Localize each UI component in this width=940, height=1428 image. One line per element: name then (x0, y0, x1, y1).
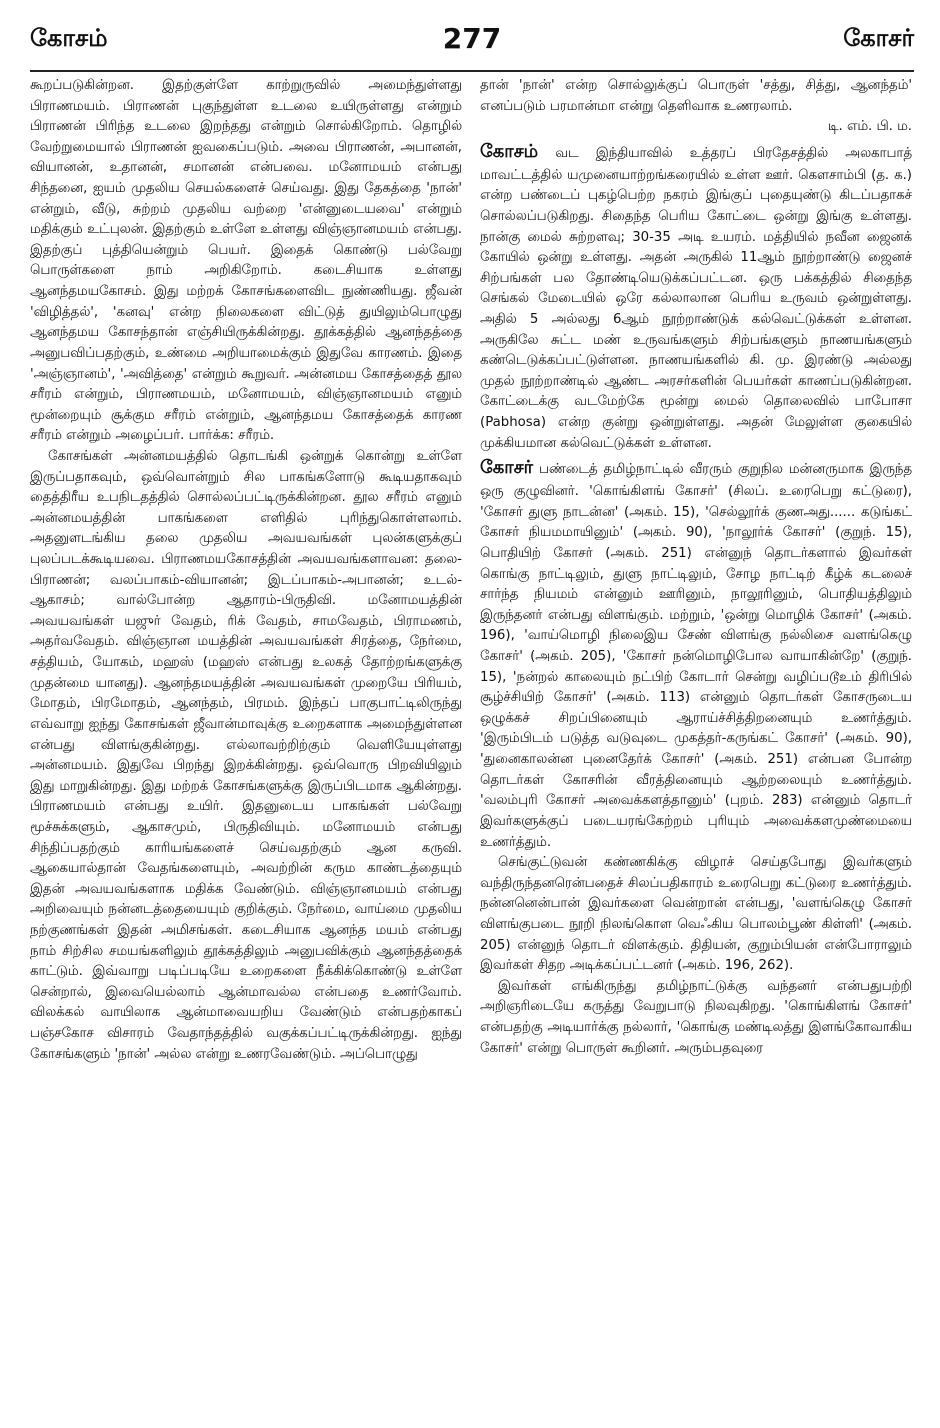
entry-text: வட இந்தியாவில் உத்தரப் பிரதேசத்தில் அலகாபாத் மாவட்டத்தில் யமுனையாற்றங்கரையில் உள்ள ஊர். கௌசாம்பி (த. க.) என்ற பண்டைப் புகழ்பெற்ற நகரம் இங்குப் புதையுண்டு கிடப்பதாகச் சொல்லப்படுகிறது. சிதைந்த பெரிய கோட்டை ஒன்று இங்கு உள்ளது. நான்கு மைல் சுற்றளவு; 30-35 அடி உயரம். மத்தியில் நவீன ஜைனக் கோயில் ஒன்று உள்ளது. அதன் அருகில் 11ஆம் நூற்றாண்டு ஜைனச் சிற்பங்கள் பல தோண்டியெடுக்கப்பட்டன. ஒரு பக்கத்தில் சிதைந்த செங்கல் மேடையில் ஒரே கல்லாலான பெரிய உருவம் ஒன்றுள்ளது. அதில் 5 அல்லது 6ஆம் நூற்றாண்டுக் கல்வெட்டுக்கள் உள்ளன. அருகிலே சுட்ட மண் உருவங்களும் சிற்பங்களும் நாணயங்களும் கண்டெடுக்கப்பட்டுள்ளன. நாணயங்களில் கி. மு. இரண்டு அல்லது முதல் நூற்றாண்டில் ஆண்ட அரசர்களின் பெயர்கள் காணப்படுகின்றன. கோட்டைக்கு வடமேற்கே மூன்று மைல் தொலைவில் பாபோசா (Pabhosa) என்ற குன்று ஒன்றுள்ளது. அதன் மேலுள்ள குகையில் முக்கியமான கல்வெட்டுக்கள் உள்ளன. (480, 145, 912, 451)
page-header (30, 22, 914, 62)
paragraph: கூறப்படுகின்றன. இதற்குள்ளே காற்றுருவில் அமைந்துள்ளது பிராணமயம். பிராணன் புகுந்துள்ள உடலை உயிருள்ளது என்றும் பிராணன் பிரிந்த உடலை இறந்தது என்றும் சொல்கிறோம். தொழில் வேற்றுமையால் பிராணன் ஐவகைப்படும். அவை பிராணன், அபானன், வியானன், உதானன், சமானன் என்பவை. மனோமயம் என்பது சிந்தனை, ஐயம் முதலிய செயல்களைச் செய்வது. இது தேகத்தை 'நான்' என்றும், வீடு, சுற்றம் முதலிய வற்றை 'என்னுடையவை' என்றும் மதிக்கும் உட்புலன். இதற்கும் உள்ளே உள்ளது விஞ்ஞானமயம் என்பது. இதற்குப் புத்தியென்றும் பெயர். இதைக் கொண்டு பல்வேறு பொருள்களை நாம் அறிகிறோம். கடைசியாக உள்ளது ஆனந்தமயகோசம். இது மற்றக் கோசங்களைவிட நுண்ணியது. ஜீவன் 'விழித்தல்', 'கனவு' என்ற நிலைகளை விட்டுத் துயிலும்பொழுது ஆனந்தமய கோசந்தான் எஞ்சியிருக்கின்றது. தூக்கத்தில் ஆனந்தத்தை அனுபவிப்பதற்கும், உண்மை அறியாமைக்கும் இதுவே காரணம். இதை 'அஞ்ஞானம்', 'அவித்தை' என்றும் கூறுவர். அன்னமய கோசத்தைத் தூல சரீரம் என்றும், பிராணமயம், மனோமயம், விஞ்ஞானமயம் எனும் மூன்றையும் சூக்கும சரீரம் என்றும், ஆனந்தமய கோசத்தைக் காரண சரீரம் என்றும் அழைப்பர். பார்க்க: சரீரம். (30, 78, 462, 444)
entry-text: பண்டைத் தமிழ்நாட்டில் வீரரும் குறுநில மன்னருமாக இருந்த ஒரு குழுவினர். 'கொங்கிளங் கோசர்' (சிலப். உரைபெறு கட்டுரை), 'கோசர் துளு நாடன்ன' (அகம். 15), 'செல்லூர்க் குணஅது...... கடுங்கட் கோசர் நியமமாயினும்' (அகம். 90), 'நாலூர்க் கோசர்' (குறுந். 15), பொதியிற் கோசர் (அகம். 251) என்னுந் தொடர்களால் இவர்கள் கொங்கு நாட்டிலும், துளு நாட்டிலும், சோழ நாட்டிற் கீழ்க் கடலைச் சார்ந்த நியமம் என்னும் ஊரினும், நாலூரினும், பொதியத்திலும் இருந்தனர் என்பது விளங்கும். மற்றும், 'ஒன்று மொழிக் கோசர்' (அகம். 196), 'வாய்மொழி நிலைஇய சேண் விளங்கு நல்லிசை வளங்கெழு கோசர்' (அகம். 205), 'கோசர் நன்மொழிபோல வாயாகின்றே' (குறுந். 15), 'நன்றல் காலையும் நட்பிற் கோடார் சென்று வழிப்படூஉம் திரிபில் சூழ்ச்சியிற் கோசர்' (அகம். 113) என்னும் தொடர்கள் கோசருடைய ஒழுக்கச் சிறப்பினையும் ஆராய்ச்சித்திறனையும் உணர்த்தும். 'இரும்பிடம் படுத்த வடுவுடை முகத்தர்-கருங்கட் கோசர்' (அகம். 90), 'துனைகாலன்ன புனைதேர்க் கோசர்' (அகம். 251) என்பன போன்ற தொடர்கள் கோசரின் வீரத்தினையும் ஆற்றலையும் உணர்த்தும். 'வலம்புரி கோசர் அவைக்களத்தானும்' (புறம். 283) என்னும் தொடர் இவர்களுக்குப் படையரங்கேற்றம் புரியும் அவைக்களமுண்மையை உணர்த்தும். (480, 462, 912, 850)
page-number: 277 (442, 22, 502, 55)
header-rule (30, 70, 914, 72)
running-head-left: கோசம் (30, 24, 108, 52)
paragraph: செங்குட்டுவன் கண்ணகிக்கு விழாச் செய்தபோது இவர்களும் வந்திருந்தனரென்பதைச் சிலப்பதிகாரம் உரைபெறு கட்டுரை உணர்த்தும். நன்னனென்பான் இவர்களை வென்றான் என்பது, 'வளங்கெழு கோசர் விளங்குபடை நூறி நிலங்கொள வெஃகிய பொலம்பூண் கிள்ளி' (அகம். 205) என்னுந் தொடர் விளக்கும். திதியன், குறும்பியன் என்போராலும் இவர்கள் சிதற அடிக்கப்பட்டனர் (அகம். 196, 262). (480, 855, 912, 974)
paragraph (480, 76, 912, 138)
author-signature: டி. எம். பி. ம. (827, 119, 912, 135)
left-column (30, 76, 462, 1065)
entry-kosar (480, 454, 912, 853)
entry-headword: கோசம் (480, 140, 539, 162)
paragraph: கோசங்கள் அன்னமயத்தில் தொடங்கி ஒன்றுக் கொன்று உள்ளே இருப்பதாகவும், ஒவ்வொன்றும் சில பாகங்களோடு கூடியதாகவும் தைத்திரீய உபநிடதத்தில் சொல்லப்பட்டிருக்கின்றன. தூல சரீரம் எனும் அன்னமயத்தின் பாகங்களை எளிதில் புரிந்துகொள்ளலாம். அதனுளடங்கிய தலை முதலிய அவயவங்கள் புலன்களுக்குப் புலப்படக்கூடியவை. பிராணமயகோசத்தின் அவயவங்களாவன: தலை-பிராணன்; வலப்பாகம்-வியானன்; இடப்பாகம்-அபானன்; உடல்-ஆகாசம்; வால்போன்ற ஆதாரம்-பிருதிவி. மனோமயத்தின் அவயவங்கள் யஜுர் வேதம், ரிக் வேதம், சாமவேதம், பிராமணம், அதர்வவேதம். விஞ்ஞான மயத்தின் அவயவங்கள் சிரத்தை, நேர்மை, சத்தியம், யோகம், மஹஸ் (மஹஸ் என்பது உலகத் தோற்றங்களுக்கு முதன்மை யானது). ஆனந்தமயத்தின் அவயவங்கள் முறையே பிரியம், மோதம், பிரமோதம், ஆனந்தம், பிரமம். இந்தப் பாகுபாட்டிலிருந்து எவ்வாறு ஐந்து கோசங்கள் ஜீவான்மாவுக்கு உறைகளாக அமைந்துள்ளன என்பது விளங்குகின்றது. எல்லாவற்றிற்கும் வெளியேயுள்ளது அன்னமயம். இதுவே பிறந்து இறக்கின்றது. ஒவ்வொரு பிறவியிலும் இது மாறுகின்றது. இது மற்றக் கோசங்களுக்கு இருப்பிடமாக ஆகின்றது. பிராணமயம் என்பது உயிர். இதனுடைய பாகங்கள் பல்வேறு மூச்சுக்களும், ஆகாசமும், பிருதிவியும். மனோமயம் என்பது சிந்திப்பதற்கும் காரியங்களைச் செய்வதற்கும் ஆன கருவி. ஆகையால்தான் வேதங்களையும், அவற்றின் கரும காண்டத்தையும் இதன் அவயவங்களாக மதிக்க வேண்டும். விஞ்ஞானமயம் என்பது அறிவையும் நன்னடத்தையையும் குறிக்கும். நேர்மை, வாய்மை முதலிய நற்குணங்கள் இதன் அமிசங்கள். கடைசியாக ஆனந்த மயம் என்பது நாம் சிற்சில சமயங்களிலும் தூக்கத்திலும் அனுபவிக்கும் ஆனந்தத்தைக் காட்டும். இவ்வாறு படிப்படியே உறைகளை நீக்கிக்கொண்டு உள்ளே சென்றால், இவையெல்லாம் ஆன்மாவல்ல என்பதை உணர்வோம். விலக்கல் வாயிலாக ஆன்மாவையறிய வேண்டும் என்பதற்காகப் பஞ்சகோச விசாரம் வேதாந்தத்தில் வகுக்கப்பட்டிருக்கின்றது. ஐந்து கோசங்களும் 'நான்' அல்ல என்று உணரவேண்டும். அப்பொழுது (30, 448, 462, 1062)
entry-headword: கோசர் (480, 457, 534, 479)
entry-kosam (480, 138, 912, 454)
text-columns (30, 76, 914, 1065)
right-column (480, 76, 912, 1065)
paragraph-text: தான் 'நான்' என்ற சொல்லுக்குப் பொருள் 'சத்து, சித்து, ஆனந்தம்' எனப்படும் பரமான்மா என்று தெளிவாக உணரலாம். (480, 78, 912, 114)
paragraph: இவர்கள் எங்கிருந்து தமிழ்நாட்டுக்கு வந்தனர் என்பதுபற்றி அறிஞரிடையே கருத்து வேறுபாடு நிலவுகிறது. 'கொங்கிளங் கோசர்' என்பதற்கு அடியார்க்கு நல்லார், 'கொங்கு மண்டிலத்து இளங்கோவாகிய கோசர்' என்று பொருள் கூறினர். அரும்பதவுரை (480, 978, 912, 1056)
running-head-right: கோசர் (843, 24, 914, 52)
